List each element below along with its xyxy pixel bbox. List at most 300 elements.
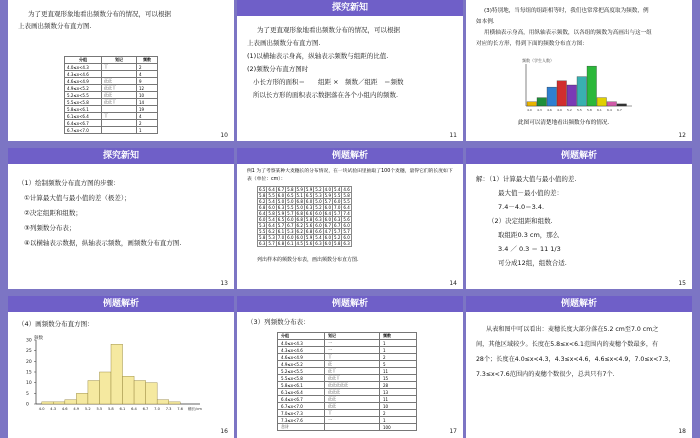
table-cell: 正正正: [325, 389, 380, 396]
table-row: [278, 382, 417, 389]
text-line: 解：（1）计算最大值与最小值的差.: [476, 175, 577, 183]
table-row: [278, 424, 417, 431]
x-tick-label: 4.0: [38, 407, 45, 411]
text-line: 小长方形的面积＝ 组距 × 频数／组距 ＝频数: [253, 78, 404, 86]
table-header: 划记: [325, 333, 380, 340]
grid-cell: 6.3: [315, 241, 322, 246]
slide-title: 探究新知: [237, 0, 463, 16]
grid-cell: 5.7: [334, 211, 341, 216]
table-row: [278, 354, 417, 361]
slide-title: 例题解析: [466, 148, 692, 164]
slide-title: 探究新知: [8, 148, 234, 164]
table-cell: 5.5≤x<5.8: [278, 375, 325, 382]
text-line: （4）画频数分布直方图：: [18, 320, 94, 328]
slide-11[interactable]: [237, 0, 463, 142]
slide-text: [247, 316, 455, 328]
grid-cell: 6.0: [296, 235, 303, 240]
table-cell: 6.1≤x<6.4: [278, 389, 325, 396]
grid-cell: 6.0: [324, 205, 331, 210]
grid-cell: 6.2: [259, 199, 266, 204]
x-tick-label: 7.3: [165, 407, 172, 411]
table-cell: 6.4≤x<6.7: [65, 120, 102, 127]
table-cell: 6.7≤x<7.0: [65, 127, 102, 134]
table-cell: 丅: [102, 113, 137, 120]
table-cell: 正正正正正: [325, 382, 380, 389]
slide-10[interactable]: [8, 0, 234, 142]
grid-cell: 5.2: [315, 187, 322, 192]
slide-number: 11: [449, 132, 457, 139]
table-cell: 11: [380, 368, 417, 375]
table-cell: [325, 424, 380, 431]
grid-cell: 5.7: [334, 229, 341, 234]
histogram-bar: [99, 372, 111, 404]
table-cell: 1: [380, 347, 417, 354]
text-line: 可分成12组，组数合适.: [498, 259, 567, 267]
slide-number: 14: [449, 280, 457, 287]
slide-number: 16: [220, 428, 228, 435]
histogram-bar: [577, 77, 587, 106]
text-line: 为了更直观形象地看出频数分布的情况，可以根据: [28, 10, 171, 18]
grid-cell: 6.8: [259, 205, 266, 210]
table-cell: 2: [137, 120, 158, 127]
grid-cell: 6.0: [315, 211, 322, 216]
grid-cell: 6.0: [305, 199, 313, 204]
grid-cell: 6.0: [334, 199, 341, 204]
table-cell: 14: [137, 99, 158, 106]
grid-cell: 5.9: [305, 187, 313, 192]
table-cell: 2: [380, 354, 417, 361]
bottom-divider: [237, 289, 463, 290]
text-line: ③列频数分布表；: [24, 224, 76, 232]
slide-number: 10: [220, 132, 228, 139]
table-header: 频数: [137, 57, 158, 64]
table-cell: 5.2≤x<5.5: [65, 92, 102, 99]
table-cell: 正正: [102, 92, 137, 99]
table-row: [65, 106, 158, 113]
x-tick-label: 6.7: [142, 407, 149, 411]
slide-number: 15: [678, 280, 686, 287]
grid-cell: 5.9: [296, 187, 303, 192]
x-tick-label: 6.4: [131, 407, 137, 411]
table-row: [65, 85, 158, 92]
slide-15[interactable]: [466, 148, 692, 290]
table-row: [65, 92, 158, 99]
histogram-bar: [537, 98, 547, 106]
table-cell: 4.6≤x<4.9: [278, 354, 325, 361]
grid-cell: 6.4: [268, 223, 275, 228]
slide-text: [247, 24, 455, 102]
histogram-bar: [169, 402, 181, 404]
grid-cell: 5.5: [259, 229, 266, 234]
grid-cell: 5.5: [268, 193, 275, 198]
histogram-bar: [42, 402, 54, 404]
grid-cell: 6.8: [296, 211, 303, 216]
grid-cell: 5.8: [268, 211, 275, 216]
table-row: [65, 78, 158, 85]
histogram-bar: [597, 98, 607, 106]
grid-cell: 6.4: [259, 211, 266, 216]
x-tick-label: 4.9: [73, 407, 80, 411]
table-row: [278, 403, 417, 410]
text-line: 3.4 ／ 0.3 ＝ 11 1/3: [498, 245, 561, 253]
histogram-chart: [518, 62, 638, 114]
text-line: 7.3≤x<7.6范围内的麦穗个数很少，总共只有7个.: [476, 371, 615, 378]
grid-cell: 5.4: [268, 217, 275, 222]
x-tick-label: 7.6: [177, 407, 183, 411]
grid-cell: 6.0: [324, 241, 331, 246]
grid-cell: 5.8: [343, 193, 350, 198]
problem-intro: 例1 为了考察某种大麦穗长的分布情况，在一块试验田里抽取了100个麦穗，量得它们的长度如下表（单位：cm）：: [247, 169, 453, 182]
histogram-bar: [617, 104, 627, 106]
text-line: 为了更直观形象地看出频数分布的情况，可以根据: [257, 26, 400, 34]
grid-cell: 6.1: [277, 229, 285, 234]
grid-cell: 6.7: [324, 223, 331, 228]
table-cell: 正正: [325, 396, 380, 403]
table-row: [65, 99, 158, 106]
grid-cell: 4.6: [343, 187, 350, 192]
grid-cell: 5.8: [305, 217, 313, 222]
text-line: ④以横轴表示数据，纵轴表示频数，画频数分布直方图.: [24, 239, 182, 247]
table-cell: 5.5≤x<5.8: [65, 99, 102, 106]
slide-text: [476, 6, 684, 50]
histogram-bar: [547, 87, 557, 106]
frequency-table: [64, 56, 158, 134]
x-tick-label: 4.0: [527, 108, 532, 112]
grid-cell: 6.8: [296, 199, 303, 204]
table-row: [278, 361, 417, 368]
bottom-divider: [466, 141, 692, 142]
table-cell: 10: [380, 403, 417, 410]
y-tick-label: 5: [26, 391, 29, 397]
table-header: 分组: [65, 57, 102, 64]
grid-cell: 6.0: [268, 205, 275, 210]
grid-cell: 7.4: [343, 211, 350, 216]
slide-title: 例题解析: [237, 296, 463, 312]
table-cell: 正丅: [325, 368, 380, 375]
grid-cell: 6.4: [268, 187, 275, 192]
grid-cell: 5.7: [268, 241, 275, 246]
slide-number: 13: [220, 280, 228, 287]
table-cell: 丅: [325, 354, 380, 361]
grid-cell: 6.2: [296, 223, 303, 228]
grid-cell: 6.2: [296, 229, 303, 234]
slide-number: 12: [678, 132, 686, 139]
slide-title: 例题解析: [8, 296, 234, 312]
table-cell: 正正丅: [102, 99, 137, 106]
table-cell: 13: [380, 389, 417, 396]
histogram-bar: [53, 402, 65, 404]
text-line: ②决定组距和组数；: [24, 209, 82, 217]
table-cell: 6.1≤x<6.4: [65, 113, 102, 120]
table-cell: 正正丅: [102, 85, 137, 92]
grid-cell: 6.8: [277, 241, 285, 246]
text-line: 对应的长方形，得到下面的频数分布直方图：: [476, 41, 588, 47]
grid-cell: 6.4: [324, 211, 331, 216]
text-line: 间，其他区域较少。长度在5.8≤x<6.1范围内的麦穗个数最多，有: [476, 341, 659, 348]
histogram-bar: [567, 85, 577, 106]
text-line: （1）绘制频数分布直方图的步骤：: [18, 179, 120, 187]
slide-16[interactable]: [8, 296, 234, 438]
slide-12[interactable]: [466, 0, 692, 142]
grid-cell: 6.7: [277, 187, 285, 192]
table-cell: 19: [137, 106, 158, 113]
histogram-bar: [123, 376, 135, 404]
grid-cell: 5.8: [259, 235, 266, 240]
grid-cell: 5.3: [315, 193, 322, 198]
grid-cell: 5.6: [305, 241, 313, 246]
text-line: （2）决定组距和组数.: [488, 217, 553, 225]
grid-cell: 5.7: [343, 229, 350, 234]
histogram-bar: [157, 400, 169, 404]
x-axis-label: 穗长/cm: [188, 407, 202, 411]
histogram-bar: [607, 102, 617, 106]
grid-cell: 5.0: [315, 199, 322, 204]
table-row: [278, 347, 417, 354]
grid-cell: 5.4: [334, 187, 341, 192]
text-line: 从表和图中可以看出：麦穗长度大部分落在5.2 cm至7.0 cm之: [486, 326, 659, 333]
table-cell: 5: [380, 361, 417, 368]
text-line: 取组距0.3 cm，那么: [498, 231, 560, 239]
grid-cell: 6.0: [315, 223, 322, 228]
table-row: [65, 120, 158, 127]
table-row: [278, 389, 417, 396]
text-line: ①计算最大值与最小值的差（极差）；: [24, 194, 131, 202]
y-tick-label: 25: [26, 349, 32, 355]
grid-cell: 5.4: [315, 235, 322, 240]
x-tick-label: 6.4: [607, 108, 612, 112]
grid-cell: 6.5: [305, 193, 313, 198]
grid-cell: 6.6: [315, 229, 322, 234]
table-header: 频数: [380, 333, 417, 340]
histogram-bar: [527, 102, 537, 106]
grid-cell: 6.5: [287, 193, 294, 198]
grid-cell: 5.2: [334, 235, 341, 240]
grid-cell: 6.5: [259, 187, 266, 192]
table-row: [65, 113, 158, 120]
grid-cell: 6.5: [277, 217, 285, 222]
histogram-bar: [134, 381, 146, 404]
text-line: 28个；长度在4.0≤x<4.3，4.3≤x<4.6，4.6≤x<4.9，7.0≤x<7.3，: [476, 356, 675, 363]
bottom-divider: [8, 141, 234, 142]
x-tick-label: 5.8: [108, 407, 114, 411]
slide-title: 例题解析: [466, 296, 692, 312]
table-cell: 正正丅: [325, 375, 380, 382]
slide-text: [476, 322, 684, 382]
grid-cell: 6.0: [287, 235, 294, 240]
grid-cell: 5.6: [343, 217, 350, 222]
grid-cell: 5.8: [259, 193, 266, 198]
chart-caption: 此图可以清楚地看出频数分布的情况.: [518, 120, 610, 126]
grid-cell: 5.7: [324, 199, 331, 204]
grid-cell: 5.3: [287, 229, 294, 234]
table-cell: 正正: [102, 78, 137, 85]
table-cell: [102, 120, 137, 127]
table-cell: 1: [380, 340, 417, 347]
grid-cell: 6.3: [259, 241, 266, 246]
table-row: [278, 410, 417, 417]
table-cell: 合计: [278, 424, 325, 431]
histogram-bar: [65, 400, 77, 404]
grid-cell: 6.1: [287, 241, 294, 246]
table-row: [65, 64, 158, 71]
y-axis-label: 频数: [34, 336, 43, 341]
slide-13[interactable]: [8, 148, 234, 290]
table-cell: 4.0≤x<4.3: [278, 340, 325, 347]
text-line: 最大值－最小值的差：: [498, 189, 563, 197]
grid-cell: 5.8: [287, 187, 294, 192]
table-row: [65, 71, 158, 78]
histogram-label: 频数（学生人数）: [522, 58, 554, 63]
table-row: [278, 368, 417, 375]
grid-cell: 5.3: [268, 235, 275, 240]
grid-cell: 5.0: [287, 199, 294, 204]
x-tick-label: 5.5: [577, 108, 582, 112]
table-cell: 11: [380, 396, 417, 403]
histogram-bar: [111, 344, 123, 404]
table-cell: 7.3≤x<7.6: [278, 417, 325, 424]
text-line: 所以长方形的面积表示数据落在各个小组内的频数.: [253, 91, 399, 99]
grid-cell: 4.0: [324, 187, 331, 192]
text-line: (3)特别地，当每组的组距相等时，我们也常常把高度取为频数，例: [484, 8, 649, 14]
slide-title: 例题解析: [237, 148, 463, 164]
x-tick-label: 6.1: [597, 108, 602, 112]
grid-cell: 4.5: [296, 241, 303, 246]
histogram-bar: [587, 66, 597, 106]
grid-cell: 6.4: [343, 205, 350, 210]
grid-cell: 6.0: [259, 217, 266, 222]
table-row: [278, 340, 417, 347]
text-line: 上表画出频数分布直方图.: [247, 39, 321, 47]
text-line: 上表画出频数分布直方图.: [18, 22, 92, 30]
x-tick-label: 4.3: [537, 108, 542, 112]
grid-cell: 6.8: [305, 229, 313, 234]
grid-cell: 6.6: [305, 211, 313, 216]
table-row: [278, 396, 417, 403]
table-cell: 4.9≤x<5.2: [278, 361, 325, 368]
table-header: 分组: [278, 333, 325, 340]
table-cell: 6.7≤x<7.0: [278, 403, 325, 410]
grid-cell: 5.8: [334, 241, 341, 246]
slide-number: 18: [678, 428, 686, 435]
grid-row: [258, 241, 352, 247]
grid-cell: 6.3: [305, 205, 313, 210]
grid-cell: 7.0: [277, 235, 285, 240]
x-tick-label: 5.8: [587, 108, 592, 112]
table-cell: 2: [137, 64, 158, 71]
slide-text: [18, 8, 226, 32]
table-cell: 6.4≤x<6.7: [278, 396, 325, 403]
grid-cell: 5.0: [277, 199, 285, 204]
grid-cell: 5.0: [296, 205, 303, 210]
x-tick-label: 4.9: [557, 108, 562, 112]
table-cell: 15: [380, 375, 417, 382]
x-tick-label: 5.2: [84, 407, 91, 411]
table-row: [65, 127, 158, 134]
x-tick-label: 4.6: [547, 108, 552, 112]
table-cell: 4.6≤x<4.9: [65, 78, 102, 85]
x-tick-label: 7.0: [154, 407, 160, 411]
histogram-bar: [146, 383, 158, 404]
table-cell: 正: [325, 361, 380, 368]
table-cell: 丅: [102, 64, 137, 71]
y-tick-label: 10: [26, 381, 32, 387]
grid-cell: 6.3: [277, 205, 285, 210]
table-cell: [102, 106, 137, 113]
table-cell: 4: [137, 113, 158, 120]
y-tick-label: 20: [26, 359, 32, 365]
slide-14[interactable]: [237, 148, 463, 290]
table-cell: [102, 127, 137, 134]
grid-cell: 6.0: [343, 235, 350, 240]
bottom-divider: [8, 289, 234, 290]
grid-cell: 7.0: [334, 205, 341, 210]
table-cell: 1: [380, 417, 417, 424]
grid-cell: 5.6: [305, 223, 313, 228]
table-cell: 100: [380, 424, 417, 431]
slide-17[interactable]: [237, 296, 463, 438]
y-tick-label: 30: [26, 338, 32, 344]
grid-cell: 5.5: [287, 205, 294, 210]
table-cell: 12: [137, 85, 158, 92]
grid-cell: 5.9: [305, 235, 313, 240]
x-tick-label: 6.7: [617, 108, 622, 112]
histogram-chart: [16, 332, 221, 418]
grid-cell: 5.5: [334, 193, 341, 198]
grid-cell: 6.2: [268, 229, 275, 234]
x-tick-label: 4.3: [50, 407, 57, 411]
grid-cell: 5.9: [324, 193, 331, 198]
y-tick-label: 15: [26, 370, 32, 376]
grid-cell: 4.7: [324, 229, 331, 234]
text-line: (1)以横轴表示身高，纵轴表示频数与组距的比值.: [247, 52, 389, 60]
grid-cell: 6.0: [324, 217, 331, 222]
table-cell: 5.8≤x<6.1: [65, 106, 102, 113]
histogram-bar: [557, 81, 567, 106]
data-grid: [257, 186, 352, 247]
table-cell: 一: [325, 417, 380, 424]
grid-cell: 6.7: [334, 223, 341, 228]
grid-cell: 5.7: [287, 211, 294, 216]
grid-cell: 6.3: [315, 217, 322, 222]
table-cell: 4.0≤x<4.3: [65, 64, 102, 71]
bottom-divider: [237, 141, 463, 142]
table-cell: 9: [137, 78, 158, 85]
grid-cell: 6.7: [287, 223, 294, 228]
table-cell: 4: [137, 71, 158, 78]
table-cell: 10: [137, 92, 158, 99]
table-cell: 28: [380, 382, 417, 389]
grid-cell: 6.0: [324, 235, 331, 240]
table-cell: 一: [325, 347, 380, 354]
table-cell: 7.0≤x<7.3: [278, 410, 325, 417]
x-tick-label: 6.1: [119, 407, 126, 411]
x-tick-label: 5.5: [96, 407, 103, 411]
grid-cell: 6.0: [343, 223, 350, 228]
grid-cell: 5.1: [296, 193, 303, 198]
table-row: [278, 417, 417, 424]
grid-cell: 6.0: [287, 217, 294, 222]
grid-cell: 5.4: [268, 199, 275, 204]
grid-cell: 5.2: [315, 205, 322, 210]
table-cell: 丅: [325, 410, 380, 417]
histogram-bar: [76, 393, 88, 404]
grid-cell: 5.3: [259, 223, 266, 228]
slide-18[interactable]: [466, 296, 692, 438]
table-cell: [102, 71, 137, 78]
table-header: 划记: [102, 57, 137, 64]
table-cell: 5.8≤x<6.1: [278, 382, 325, 389]
frequency-table: [277, 332, 417, 431]
